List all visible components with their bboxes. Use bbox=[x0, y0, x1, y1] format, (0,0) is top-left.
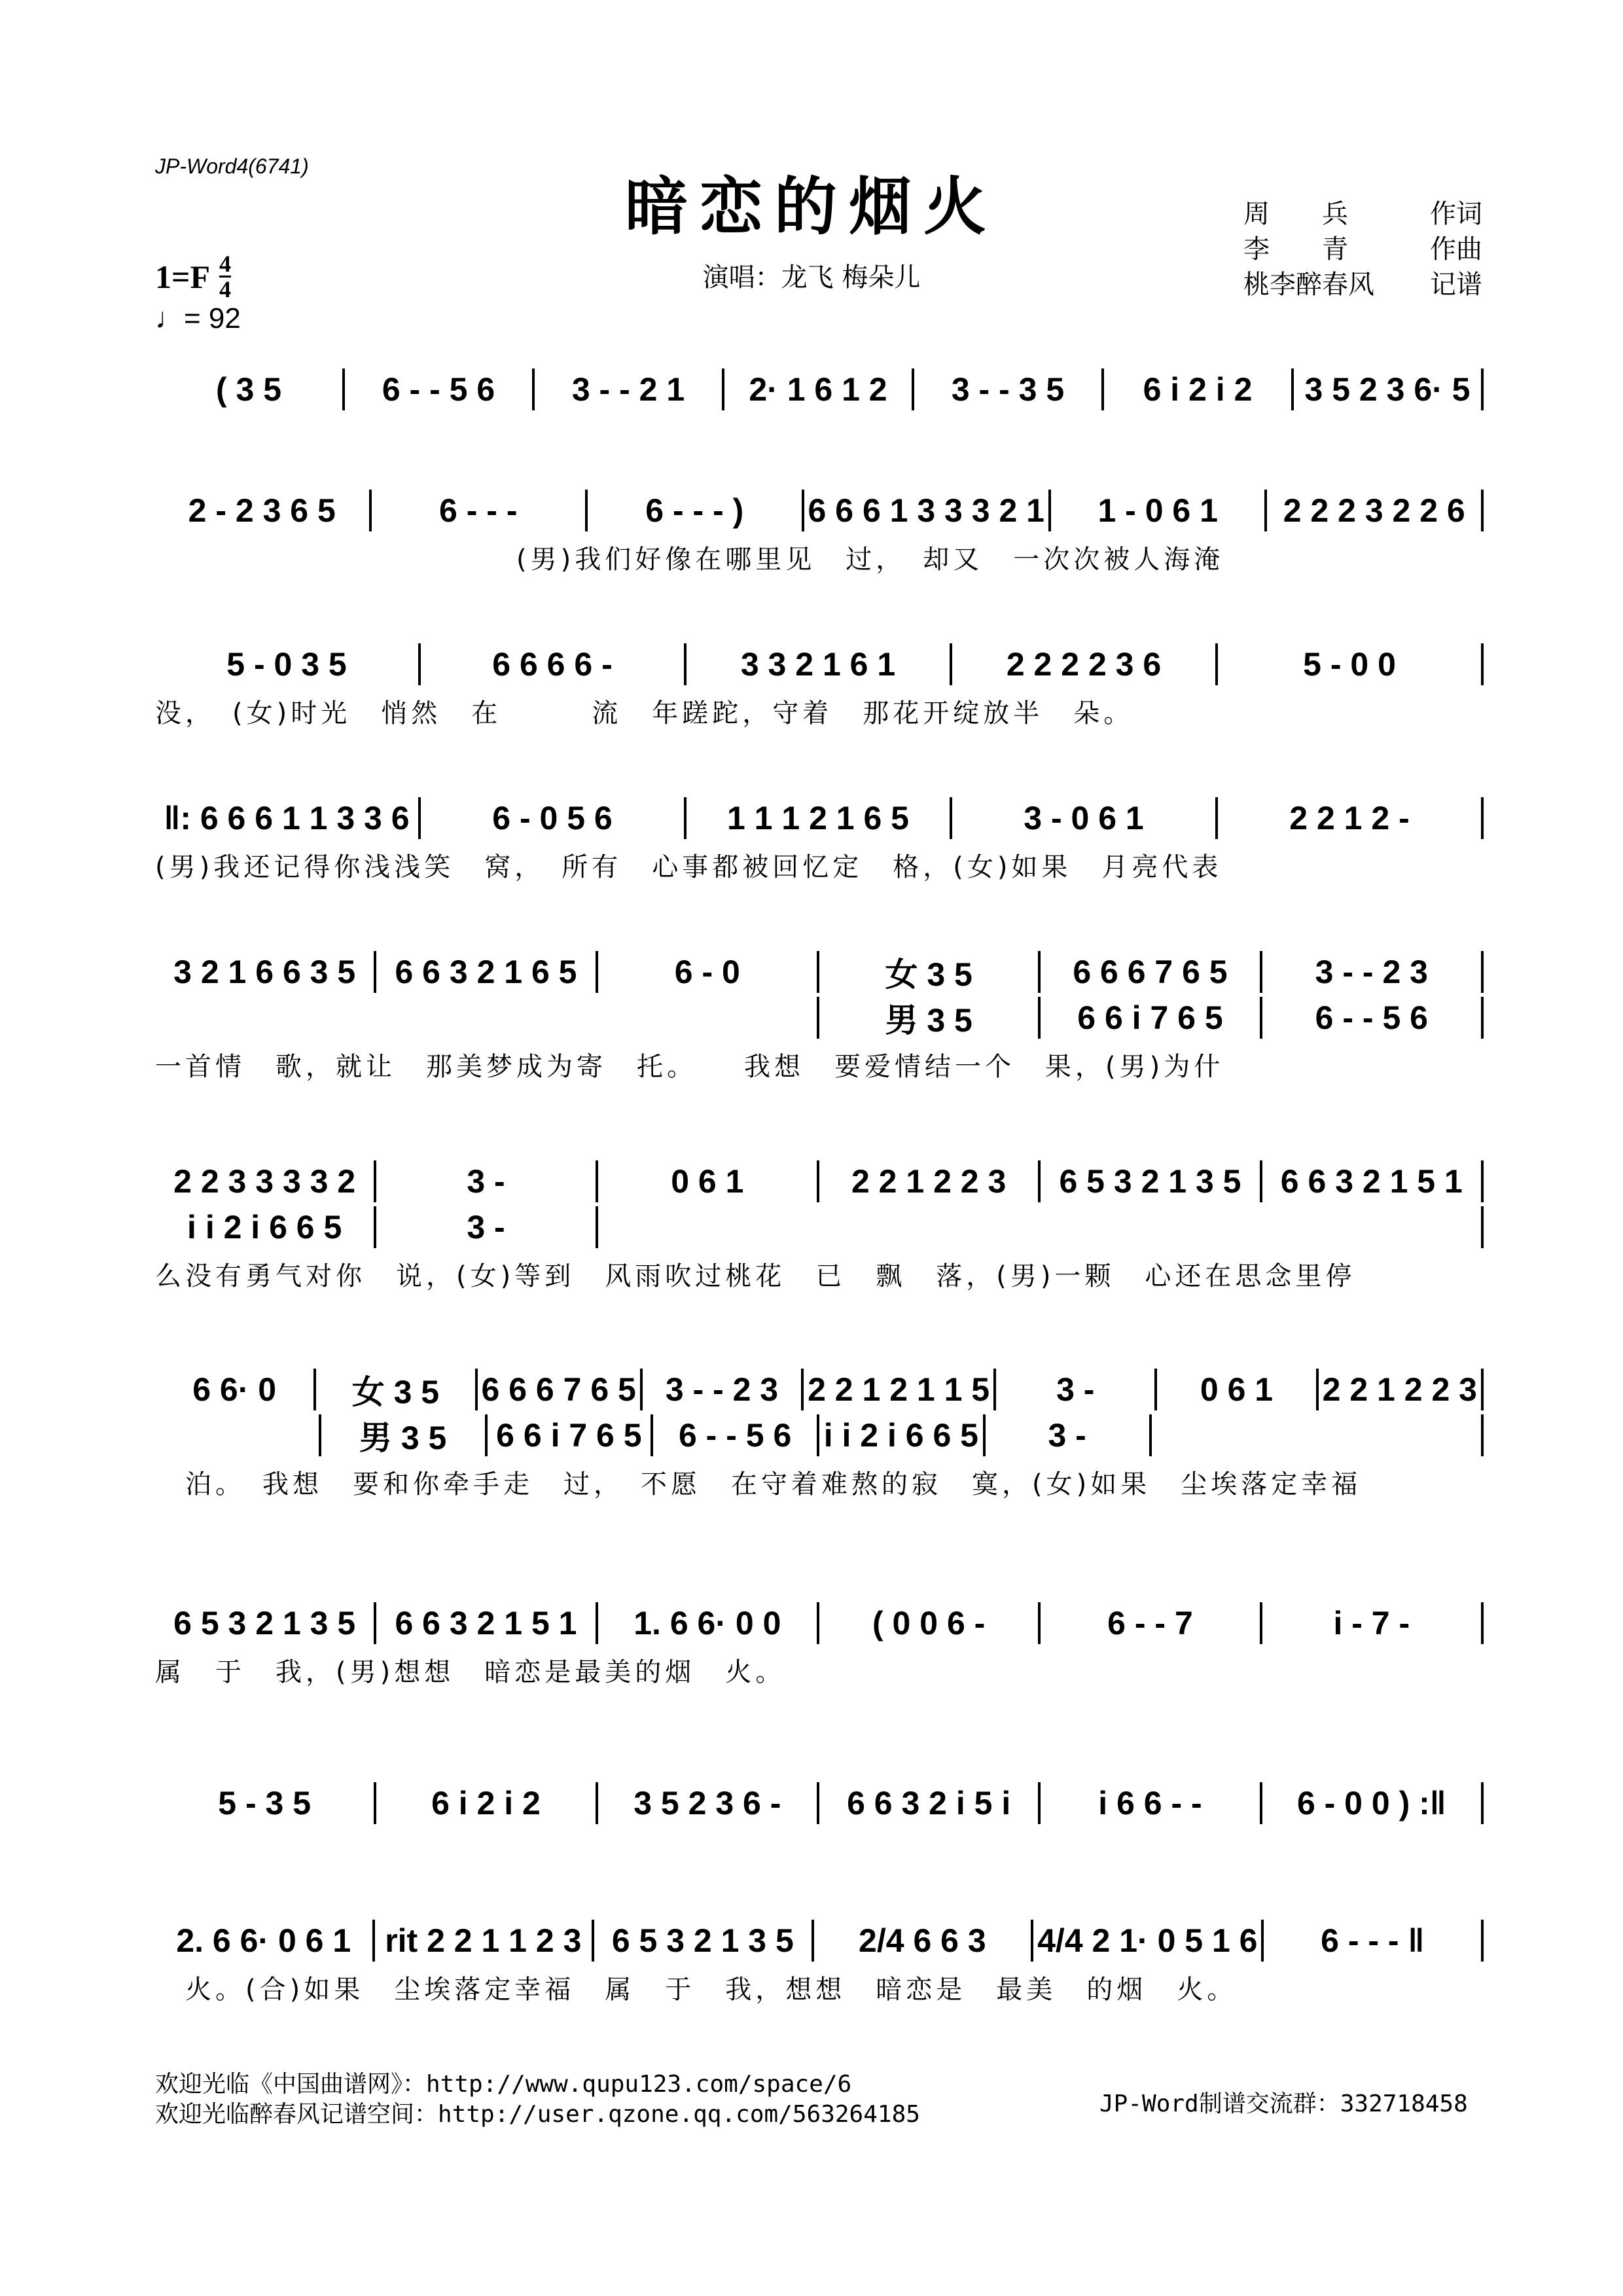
measure: ( 3 5 bbox=[215, 371, 282, 408]
credit-role: 作曲 bbox=[1430, 234, 1482, 264]
measure: 3 - - 2 3 bbox=[665, 1371, 779, 1408]
score-system bbox=[155, 488, 1484, 576]
measure: rit 2 2 1 1 2 3 bbox=[385, 1922, 582, 1959]
footer-line-2: 欢迎光临醉春风记谱空间：http://user.qzone.qq.com/563264185 bbox=[155, 2101, 920, 2128]
score-system bbox=[155, 1780, 1484, 1826]
key-signature bbox=[155, 252, 231, 301]
measure: 3 - bbox=[1056, 1371, 1095, 1408]
notes-row bbox=[155, 1367, 1484, 1412]
credit-composer bbox=[1243, 232, 1482, 267]
measure: 2 2 2 2 3 6 bbox=[1006, 646, 1162, 683]
measure: 2/4 6 6 3 bbox=[859, 1922, 986, 1959]
measure: 男 3 5 bbox=[359, 1420, 447, 1456]
measure: 1 - 0 6 1 bbox=[1097, 492, 1218, 529]
measure: 6 - - - bbox=[439, 492, 518, 529]
bar-line bbox=[1481, 997, 1484, 1039]
footer-group: JP-Word制谱交流群：332718458 bbox=[1099, 2090, 1468, 2117]
score-system bbox=[155, 1600, 1484, 1689]
lower-voice-row bbox=[155, 995, 1484, 1041]
score-system bbox=[155, 949, 1484, 1083]
score-system bbox=[155, 1367, 1484, 1501]
measure: 3 - - 2 3 bbox=[1315, 954, 1428, 990]
measure: i - 7 - bbox=[1333, 1605, 1410, 1641]
tempo-mark: ♩= 92 bbox=[155, 302, 241, 334]
measure: 6 6 3 2 i 5 i bbox=[847, 1785, 1011, 1821]
measure: 6 5 3 2 1 3 5 bbox=[611, 1922, 794, 1959]
measure: 6 - - - ‖ bbox=[1321, 1922, 1425, 1959]
measure: 3 - - 3 5 bbox=[951, 371, 1065, 408]
credit-transcriber bbox=[1243, 267, 1482, 302]
score-system bbox=[155, 641, 1484, 730]
measure: 3 5 2 3 6 - bbox=[633, 1785, 781, 1821]
credit-name: 周 兵 bbox=[1243, 199, 1348, 229]
measure: 5 - 0 0 bbox=[1303, 646, 1396, 683]
measure: 6 6 i 7 6 5 bbox=[496, 1417, 642, 1454]
credit-lyricist bbox=[1243, 196, 1482, 232]
credit-role: 记谱 bbox=[1430, 270, 1482, 300]
bar-line bbox=[1481, 643, 1484, 685]
lyrics-line: 火。(合)如果 尘埃落定幸福 属 于 我，想想 暗恋是 最美 的烟 火。 bbox=[155, 1975, 1238, 2005]
measure: 3 3 2 1 6 1 bbox=[740, 646, 896, 683]
measure: 男 3 5 bbox=[885, 1002, 972, 1039]
measure: 3 - bbox=[467, 1209, 505, 1246]
measure: 6 - - 5 6 bbox=[678, 1417, 792, 1454]
notes-row bbox=[155, 641, 1484, 687]
lyrics-line: (男)我还记得你浅浅笑 窝， 所有 心事都被回忆定 格，(女)如果 月亮代表 bbox=[155, 852, 1222, 882]
measure: 4/4 2 1· 0 5 1 6 bbox=[1037, 1922, 1258, 1959]
lyrics-line: 属 于 我，(男)想想 暗恋是最美的烟 火。 bbox=[155, 1657, 786, 1687]
measure: 6 6 6 1 3 3 3 2 1 bbox=[808, 492, 1044, 529]
lyrics-line: 一首情 歌，就让 那美梦成为寄 托。 我想 要爱情结一个 果，(男)为什 bbox=[155, 1052, 1224, 1082]
measure: 6 - 0 bbox=[674, 954, 740, 990]
credit-name: 李 青 bbox=[1243, 234, 1348, 264]
measure: 5 - 0 3 5 bbox=[226, 646, 347, 683]
measure: 3 - bbox=[1048, 1417, 1086, 1454]
measure: 3 5 2 3 6· 5 bbox=[1304, 371, 1471, 408]
measure: 6 6· 0 bbox=[192, 1371, 277, 1408]
score-system bbox=[155, 1158, 1484, 1293]
measure: 2 2 1 2 - bbox=[1289, 800, 1410, 836]
measure: 6 - - 7 bbox=[1107, 1605, 1193, 1641]
key: 1=F bbox=[155, 258, 211, 295]
song-title: 暗恋的烟火 bbox=[625, 170, 998, 243]
measure: 6 i 2 i 2 bbox=[1143, 371, 1253, 408]
bar-line bbox=[1481, 1369, 1484, 1410]
measure: 2 2 1 2 2 3 bbox=[1322, 1371, 1477, 1408]
measure: ( 0 0 6 - bbox=[872, 1605, 986, 1641]
measure: 女 3 5 bbox=[351, 1374, 440, 1410]
notes-row bbox=[155, 1780, 1484, 1826]
measure: i i 2 i 6 6 5 bbox=[187, 1209, 342, 1246]
measure: 5 - 3 5 bbox=[218, 1785, 312, 1821]
lower-voice-row bbox=[155, 1412, 1484, 1458]
singer-line: 演唱：龙飞 梅朵儿 bbox=[702, 262, 921, 293]
bar-line bbox=[1481, 1602, 1484, 1644]
credit-name: 桃李醉春风 bbox=[1243, 270, 1374, 300]
software-label: JP-Word4(6741) bbox=[155, 154, 309, 178]
measure: 6 5 3 2 1 3 5 bbox=[1059, 1163, 1241, 1200]
measure: 2 2 1 2 2 3 bbox=[851, 1163, 1007, 1200]
measure: 3 - bbox=[467, 1163, 505, 1200]
time-top: 4 bbox=[219, 251, 232, 277]
lyrics-line: 没， (女)时光 悄然 在 流 年蹉跎，守着 那花开绽放半 朵。 bbox=[155, 698, 1134, 728]
measure: 6 - - 5 6 bbox=[382, 371, 495, 408]
time-bottom: 4 bbox=[219, 276, 232, 302]
lyrics-line: 泊。 我想 要和你牵手走 过， 不愿 在守着难熬的寂 寞，(女)如果 尘埃落定幸福 bbox=[155, 1469, 1362, 1499]
footer-line-1: 欢迎光临《中国曲谱网》：http://www.qupu123.com/space/6 bbox=[155, 2071, 852, 2098]
bar-line bbox=[1481, 490, 1484, 531]
measure: i 6 6 - - bbox=[1098, 1785, 1202, 1821]
measure: 3 - 0 6 1 bbox=[1024, 800, 1144, 836]
measure: 6 6 6 7 6 5 bbox=[481, 1371, 636, 1408]
notes-row bbox=[155, 1158, 1484, 1204]
measure: 2 2 2 3 2 2 6 bbox=[1283, 492, 1465, 529]
notes-row bbox=[155, 1600, 1484, 1646]
notes-row bbox=[155, 949, 1484, 995]
measure: 6 6 i 7 6 5 bbox=[1077, 999, 1223, 1036]
measure: 6 5 3 2 1 3 5 bbox=[173, 1605, 356, 1641]
time-signature bbox=[219, 252, 231, 301]
bar-line bbox=[1149, 1414, 1152, 1456]
lyrics-line: (男)我们好像在哪里见 过， 却又 一次次被人海淹 bbox=[155, 545, 1224, 575]
measure: 2· 1 6 1 2 bbox=[749, 371, 887, 408]
measure: 2 2 3 3 3 3 2 bbox=[173, 1163, 356, 1200]
measure: 1. 6 6· 0 0 bbox=[633, 1605, 781, 1641]
score-system bbox=[155, 1918, 1484, 2006]
measure: 6 - 0 5 6 bbox=[492, 800, 613, 836]
credits bbox=[1243, 196, 1482, 302]
measure: 3 2 1 6 6 3 5 bbox=[173, 954, 356, 990]
measure: ‖: 6 6 6 1 1 3 3 6 bbox=[164, 800, 410, 836]
measure: 2 - 2 3 6 5 bbox=[188, 492, 336, 529]
lower-voice-row bbox=[155, 1204, 1484, 1250]
measure: 6 6 3 2 1 5 1 bbox=[1280, 1163, 1463, 1200]
measure: 2. 6 6· 0 6 1 bbox=[176, 1922, 351, 1959]
measure: 6 6 6 6 - bbox=[492, 646, 613, 683]
bar-line bbox=[1481, 1206, 1484, 1248]
measure: 3 - - 2 1 bbox=[571, 371, 685, 408]
measure: 0 6 1 bbox=[671, 1163, 744, 1200]
measure: 6 6 3 2 1 5 1 bbox=[395, 1605, 577, 1641]
measure: 6 6 3 2 1 6 5 bbox=[395, 954, 577, 990]
bar-line bbox=[596, 1206, 598, 1248]
measure: 1 1 1 2 1 6 5 bbox=[726, 800, 909, 836]
credit-role: 作词 bbox=[1430, 199, 1482, 229]
lyrics-line: 么没有勇气对你 说，(女)等到 风雨吹过桃花 已 飘 落，(男)一颗 心还在思念里停 bbox=[155, 1261, 1356, 1291]
measure: 0 6 1 bbox=[1200, 1371, 1274, 1408]
bar-line bbox=[1481, 368, 1484, 410]
notes-row bbox=[155, 488, 1484, 533]
footer-links bbox=[155, 2070, 920, 2130]
bar-line bbox=[1481, 1920, 1484, 1962]
measure: 女 3 5 bbox=[885, 956, 972, 993]
measure: i i 2 i 6 6 5 bbox=[823, 1417, 978, 1454]
measure: 6 - 0 0 ) :‖ bbox=[1296, 1785, 1446, 1821]
measure: 6 i 2 i 2 bbox=[431, 1785, 541, 1821]
bar-line bbox=[1481, 1160, 1484, 1202]
measure: 6 - - 5 6 bbox=[1315, 999, 1428, 1036]
bar-line bbox=[1481, 1414, 1484, 1456]
notes-row bbox=[155, 795, 1484, 841]
bar-line bbox=[1481, 1782, 1484, 1824]
notes-row bbox=[155, 1918, 1484, 1964]
score-system bbox=[155, 795, 1484, 884]
measure: 6 6 6 7 6 5 bbox=[1073, 954, 1228, 990]
notes-row bbox=[155, 367, 1484, 412]
bar-line bbox=[1481, 951, 1484, 993]
measure: 2 2 1 2 1 1 5 bbox=[808, 1371, 990, 1408]
score-system bbox=[155, 367, 1484, 412]
bar-line bbox=[1481, 797, 1484, 839]
measure: 6 - - - ) bbox=[645, 492, 744, 529]
